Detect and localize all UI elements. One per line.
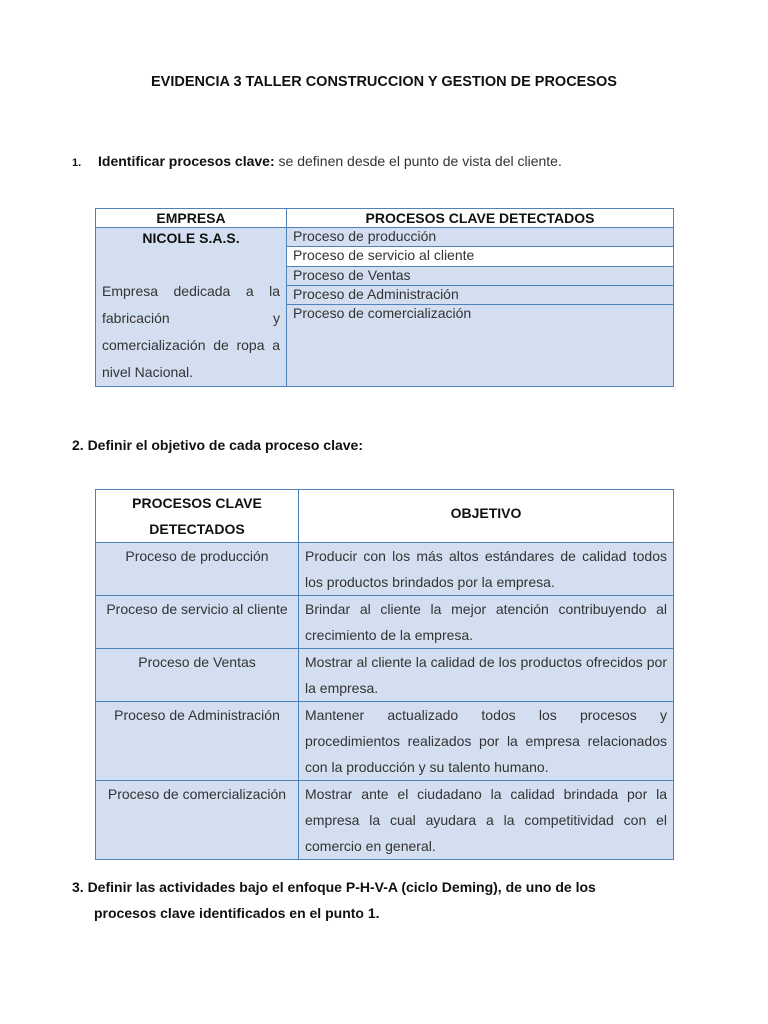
table-row	[96, 649, 674, 702]
table-header-row	[96, 490, 674, 543]
table-row	[96, 702, 674, 781]
table-row	[96, 596, 674, 649]
process-cell: Proceso de comercialización	[287, 305, 674, 387]
table-row	[96, 228, 674, 247]
objectives-table	[95, 489, 674, 860]
process-cell: Proceso de servicio al cliente	[287, 247, 674, 266]
process-name-cell: Proceso de comercialización	[96, 781, 299, 860]
objective-cell: Brindar al cliente la mejor atención contribuyendo al crecimiento de la empresa.	[299, 596, 674, 649]
objective-cell: Mantener actualizado todos los procesos y procedimientos realizados por la empresa relacionados con la producción y su talento humano.	[299, 702, 674, 781]
objective-cell: Mostrar ante el ciudadano la calidad brindada por la empresa la cual ayudara a la competitividad con el comercio en general.	[299, 781, 674, 860]
company-cell	[96, 228, 287, 387]
header-objetivo: OBJETIVO	[299, 490, 674, 543]
section-2-heading: 2. Definir el objetivo de cada proceso clave:	[72, 437, 363, 453]
section-1-heading	[72, 153, 562, 169]
section-3-line-2: procesos clave identificados en el punto 1.	[94, 905, 380, 921]
objective-cell: Producir con los más altos estándares de calidad todos los productos brindados por la empresa.	[299, 543, 674, 596]
section-1-bold-label: Identificar procesos clave:	[98, 153, 275, 169]
objective-cell: Mostrar al cliente la calidad de los productos ofrecidos por la empresa.	[299, 649, 674, 702]
page-title: EVIDENCIA 3 TALLER CONSTRUCCION Y GESTION DE PROCESOS	[151, 74, 617, 90]
key-processes-table	[95, 208, 674, 387]
process-name-cell: Proceso de Administración	[96, 702, 299, 781]
section-3-heading	[72, 874, 694, 926]
header-empresa: EMPRESA	[96, 209, 287, 228]
section-1-text: se definen desde el punto de vista del cliente.	[274, 153, 562, 169]
table-header-row	[96, 209, 674, 228]
process-cell: Proceso de Administración	[287, 285, 674, 304]
header-procesos-clave-detectados: PROCESOS CLAVE DETECTADOS	[96, 490, 299, 543]
section-3-line-1: 3. Definir las actividades bajo el enfoque P-H-V-A (ciclo Deming), de uno de los	[72, 879, 596, 895]
table-row	[96, 543, 674, 596]
company-name: NICOLE S.A.S.	[142, 230, 240, 246]
process-cell: Proceso de producción	[287, 228, 674, 247]
process-name-cell: Proceso de producción	[96, 543, 299, 596]
table-row	[96, 781, 674, 860]
header-procesos-clave: PROCESOS CLAVE DETECTADOS	[287, 209, 674, 228]
process-cell: Proceso de Ventas	[287, 266, 674, 285]
process-name-cell: Proceso de servicio al cliente	[96, 596, 299, 649]
company-description: Empresa dedicada a la fabricación y comercialización de ropa a nivel Nacional.	[102, 283, 280, 380]
section-1-number: 1.	[72, 157, 82, 169]
process-name-cell: Proceso de Ventas	[96, 649, 299, 702]
